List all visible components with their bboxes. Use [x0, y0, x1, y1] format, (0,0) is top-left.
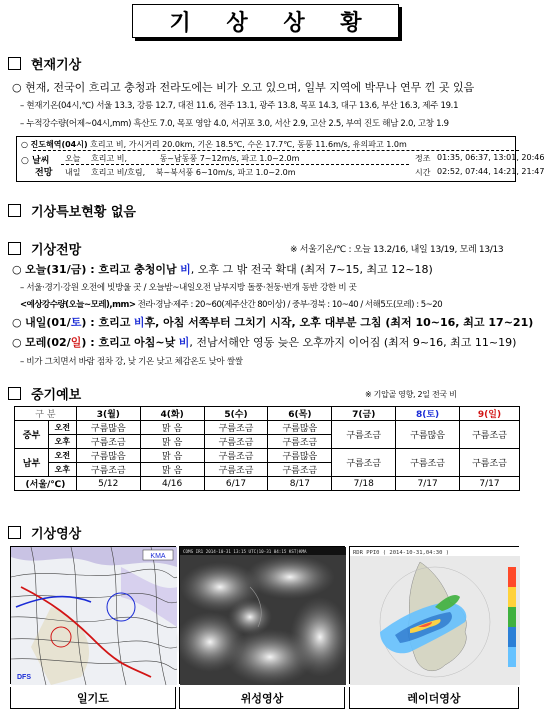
table-cell: 구름많음	[76, 449, 140, 463]
outlook-tomorrow: ○ 내일(01/토) : 흐리고 비후, 아침 서쪽부터 그치기 시작, 오후 대부분 그침 (최저 10~16, 최고 17~21)	[12, 316, 534, 329]
outlook-today: ○ 오늘(31/금) : 흐리고 충청이남 비, 오후 그 밖 전국 확대 (최저 7~15, 최고 12~18)	[12, 263, 433, 276]
weather-chart-graphic	[11, 547, 177, 685]
outlook-today-detail: – 서울·경기·강원 오전에 빗방울 곳 / 오늘밤~내일오전 남부지방 돌풍·천둥·번개 동반 강한 비 곳	[20, 283, 357, 293]
table-cell: 구름조금	[204, 449, 268, 463]
tide-times-2: 02:52, 07:44, 14:21, 21:47	[437, 167, 544, 176]
svg-text:COMS IR1 2014-10-31 13:15 UTC(: COMS IR1 2014-10-31 13:15 UTC(10-31 04:15 KST)KMA	[183, 549, 307, 554]
table-cell: 구름조금	[396, 449, 460, 477]
period-label: 오전	[48, 449, 76, 463]
page-title: 기 상 상 황	[132, 4, 399, 38]
satellite-graphic	[180, 547, 346, 685]
header-day: 6(목)	[268, 407, 332, 421]
table-cell: 구름조금	[204, 435, 268, 449]
table-header-row	[15, 407, 520, 421]
svg-text:RDR PPI0 ( 2014-10-31,04:30 ): RDR PPI0 ( 2014-10-31,04:30 )	[353, 550, 450, 556]
section-midterm-title: 중기예보	[8, 384, 81, 403]
midterm-forecast-table	[14, 406, 520, 491]
header-day: 9(일)	[460, 407, 520, 421]
table-cell: 구름조금	[460, 421, 520, 449]
midterm-note: ※ 기압골 영향, 2일 전국 비	[365, 390, 457, 399]
current-rainfall: – 누적강수량(어제~04시,mm) 흑산도 7.0, 목포 영암 4.0, 서귀포 3.0, 서산 2.9, 고산 2.5, 부여 진도 해남 2.0, 고창 1.9	[20, 119, 449, 129]
table-row	[15, 449, 520, 463]
table-cell: 구름조금	[268, 435, 332, 449]
temp-label: (서울/℃)	[15, 477, 77, 491]
tide-label-1: 정조	[415, 154, 431, 163]
table-cell: 7/18	[332, 477, 396, 491]
period-label: 오후	[48, 463, 76, 477]
table-cell: 구름조금	[76, 435, 140, 449]
table-cell: 구름많음	[268, 449, 332, 463]
checkbox-icon	[8, 387, 21, 400]
current-summary: ○ 현재, 전국이 흐리고 충청과 전라도에는 비가 오고 있으며, 일부 지역에 박무나 연무 낀 곳 있음	[12, 81, 475, 94]
radar-graphic	[350, 547, 520, 685]
section-images-title: 기상영상	[8, 523, 81, 542]
table-cell: 구름조금	[204, 421, 268, 435]
table-cell: 구름많음	[396, 421, 460, 449]
obs-forecast-label-2: 전망	[35, 168, 53, 178]
outlook-dayafter: ○ 모레(02/일) : 흐리고 아침~낮 비, 전남서해안 영동 늦은 오후까지 이어짐 (최저 9~16, 최고 11~19)	[12, 336, 517, 349]
header-day: 8(토)	[396, 407, 460, 421]
header-day: 5(수)	[204, 407, 268, 421]
obs-forecast-label: ○ 날씨	[21, 156, 50, 166]
table-cell: 7/17	[396, 477, 460, 491]
section-current-title: 현재기상	[8, 54, 81, 73]
current-temps: – 현재기온(04시,℃) 서울 13.3, 강릉 12.7, 대전 11.6, 전주 13.1, 광주 13.8, 목포 14.3, 대구 13.6, 부산 16.3, 제주 19.1	[20, 101, 459, 111]
region-label: 남부	[15, 449, 49, 477]
section-special-title: 기상특보현황 없음	[8, 201, 136, 220]
obs-today: 오늘 흐리고 비, 동~남동풍 7~12m/s, 파고 1.0~2.0m	[65, 154, 300, 163]
table-cell: 구름조금	[460, 449, 520, 477]
radar-image	[349, 546, 519, 684]
divider	[61, 164, 409, 165]
checkbox-icon	[8, 526, 21, 539]
table-cell: 구름조금	[268, 463, 332, 477]
bullet-circle-icon: ○	[12, 336, 26, 349]
table-cell: 6/17	[204, 477, 268, 491]
checkbox-icon	[8, 242, 21, 255]
section-outlook-title: 기상전망	[8, 239, 81, 258]
table-cell: 구름조금	[76, 463, 140, 477]
checkbox-icon	[8, 57, 21, 70]
region-label: 중부	[15, 421, 49, 449]
obs-row-jindo: ○ 진도해역(04시) 흐리고 비, 가시거리 20.0km, 기온 18.5℃, 수온 17.7℃, 동풍 11.6m/s, 유의파고 1.0m	[21, 140, 407, 149]
outlook-dayafter-detail: – 비가 그치면서 바람 점차 강, 낮 기온 낮고 체감온도 낮아 쌀쌀	[20, 357, 243, 367]
bullet-circle-icon: ○	[12, 316, 26, 329]
obs-tomorrow: 내일 흐리고 비/흐림, 북~북서풍 6~10m/s, 파고 1.0~2.0m	[65, 168, 296, 177]
period-label: 오전	[48, 421, 76, 435]
table-cell: 4/16	[140, 477, 204, 491]
table-cell: 구름많음	[76, 421, 140, 435]
header-day: 7(금)	[332, 407, 396, 421]
table-cell: 구름조금	[332, 421, 396, 449]
tide-label-2: 시간	[415, 168, 431, 177]
satellite-image	[179, 546, 345, 684]
outlook-rainfall: <예상강수량(오늘~모레),mm> 전라·경남·제주 : 20~60(제주산간 80이상) / 중부·경북 : 10~40 / 서해5도(모레) : 5~20	[20, 300, 443, 310]
period-label: 오후	[48, 435, 76, 449]
table-cell: 맑 음	[140, 435, 204, 449]
table-cell: 구름조금	[204, 463, 268, 477]
table-row	[15, 477, 520, 491]
table-cell: 맑 음	[140, 421, 204, 435]
observation-box	[16, 136, 544, 182]
bullet-circle-icon: ○	[21, 140, 28, 149]
table-cell: 7/17	[460, 477, 520, 491]
table-cell: 구름조금	[332, 449, 396, 477]
svg-text:DFS: DFS	[17, 674, 31, 681]
caption-radar: 레이더영상	[349, 687, 519, 709]
caption-weather-chart: 일기도	[10, 687, 176, 709]
bullet-circle-icon: ○	[21, 156, 29, 166]
header-day: 4(화)	[140, 407, 204, 421]
header-day: 3(월)	[76, 407, 140, 421]
checkbox-icon	[8, 204, 21, 217]
bullet-circle-icon: ○	[12, 81, 26, 94]
table-cell: 구름많음	[268, 421, 332, 435]
seoul-temperature: ※ 서울기온/℃ : 오늘 13.2/16, 내일 13/19, 모레 13/13	[290, 245, 504, 255]
header-category: 구 분	[15, 407, 77, 421]
table-cell: 맑 음	[140, 449, 204, 463]
tide-times-1: 01:35, 06:37, 13:01, 20:46	[437, 153, 544, 162]
table-row	[15, 421, 520, 435]
weather-chart-image	[10, 546, 176, 684]
svg-text:KMA: KMA	[150, 553, 166, 560]
table-cell: 5/12	[76, 477, 140, 491]
table-cell: 맑 음	[140, 463, 204, 477]
bullet-circle-icon: ○	[12, 263, 26, 276]
table-cell: 8/17	[268, 477, 332, 491]
caption-satellite: 위성영상	[179, 687, 345, 709]
divider	[33, 150, 519, 151]
